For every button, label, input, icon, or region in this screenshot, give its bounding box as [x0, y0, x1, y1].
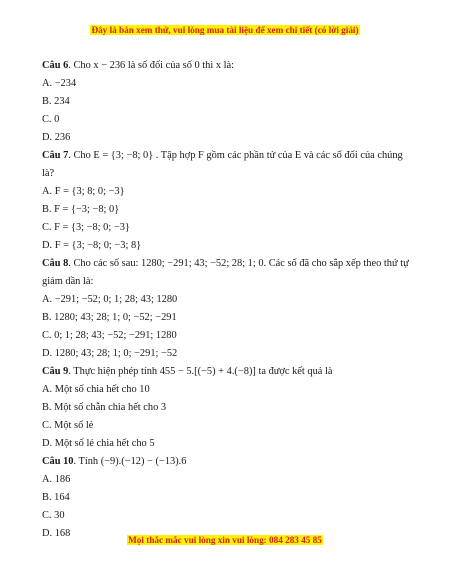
question-7: [42, 147, 412, 255]
question-10: [42, 453, 412, 543]
question-list: [42, 57, 412, 543]
option-c: C. 0; 1; 28; 43; −52; −291; 1280: [42, 330, 177, 341]
question-label: Câu 7: [42, 150, 69, 161]
question-text: . Cho các số sau: 1280; −291; 43; −52; 28; 1; 0. Các số đã cho sắp xếp theo thứ tự giảm dần là:: [42, 258, 409, 287]
question-stem: [42, 363, 412, 381]
question-stem: [42, 57, 412, 75]
option-d: D. F = {3; −8; 0; −3; 8}: [42, 240, 142, 251]
question-label: Câu 10: [42, 456, 74, 467]
option-d: D. Một số lẻ chia hết cho 5: [42, 438, 155, 449]
question-9: [42, 363, 412, 453]
option-c: C. 30: [42, 510, 65, 521]
option-a: A. F = {3; 8; 0; −3}: [42, 186, 125, 197]
question-6: [42, 57, 412, 147]
question-stem: [42, 255, 412, 291]
option-b: B. Một số chẵn chia hết cho 3: [42, 402, 167, 413]
question-stem: [42, 147, 412, 183]
option-a: A. −291; −52; 0; 1; 28; 43; 1280: [42, 294, 178, 305]
question-stem: [42, 453, 412, 471]
header-banner-text: Đây là bản xem thử, vui lòng mua tài liệu để xem chi tiết (có lời giải): [91, 25, 359, 35]
option-b: B. 1280; 43; 28; 1; 0; −52; −291: [42, 312, 177, 323]
question-text: . Cho x − 236 là số đối của số 0 thì x là:: [68, 60, 235, 71]
header-banner: [0, 25, 450, 35]
option-d: D. 236: [42, 132, 71, 143]
option-b: B. 164: [42, 492, 70, 503]
question-text: . Thực hiện phép tính 455 − 5.[(−5) + 4.(−8)] ta được kết quả là: [68, 366, 333, 377]
footer-banner-text: Mọi thắc mắc vui lòng xin vui lòng: 084 283 45 85: [128, 535, 322, 545]
question-text: . Cho E = {3; −8; 0} . Tập hợp F gồm các phần tử của E và các số đối của chúng là?: [42, 150, 403, 179]
option-b: B. 234: [42, 96, 70, 107]
option-c: C. 0: [42, 114, 60, 125]
option-c: C. F = {3; −8; 0; −3}: [42, 222, 130, 233]
question-label: Câu 9: [42, 366, 69, 377]
footer-banner: [0, 535, 450, 545]
option-a: A. −234: [42, 78, 77, 89]
option-d: D. 168: [42, 528, 71, 539]
question-label: Câu 6: [42, 60, 69, 71]
option-d: D. 1280; 43; 28; 1; 0; −291; −52: [42, 348, 178, 359]
option-c: C. Một số lẻ: [42, 420, 94, 431]
option-b: B. F = {−3; −8; 0}: [42, 204, 120, 215]
question-label: Câu 8: [42, 258, 69, 269]
option-a: A. 186: [42, 474, 71, 485]
question-text: . Tính (−9).(−12) − (−13).6: [73, 456, 187, 467]
question-8: [42, 255, 412, 363]
option-a: A. Một số chia hết cho 10: [42, 384, 150, 395]
